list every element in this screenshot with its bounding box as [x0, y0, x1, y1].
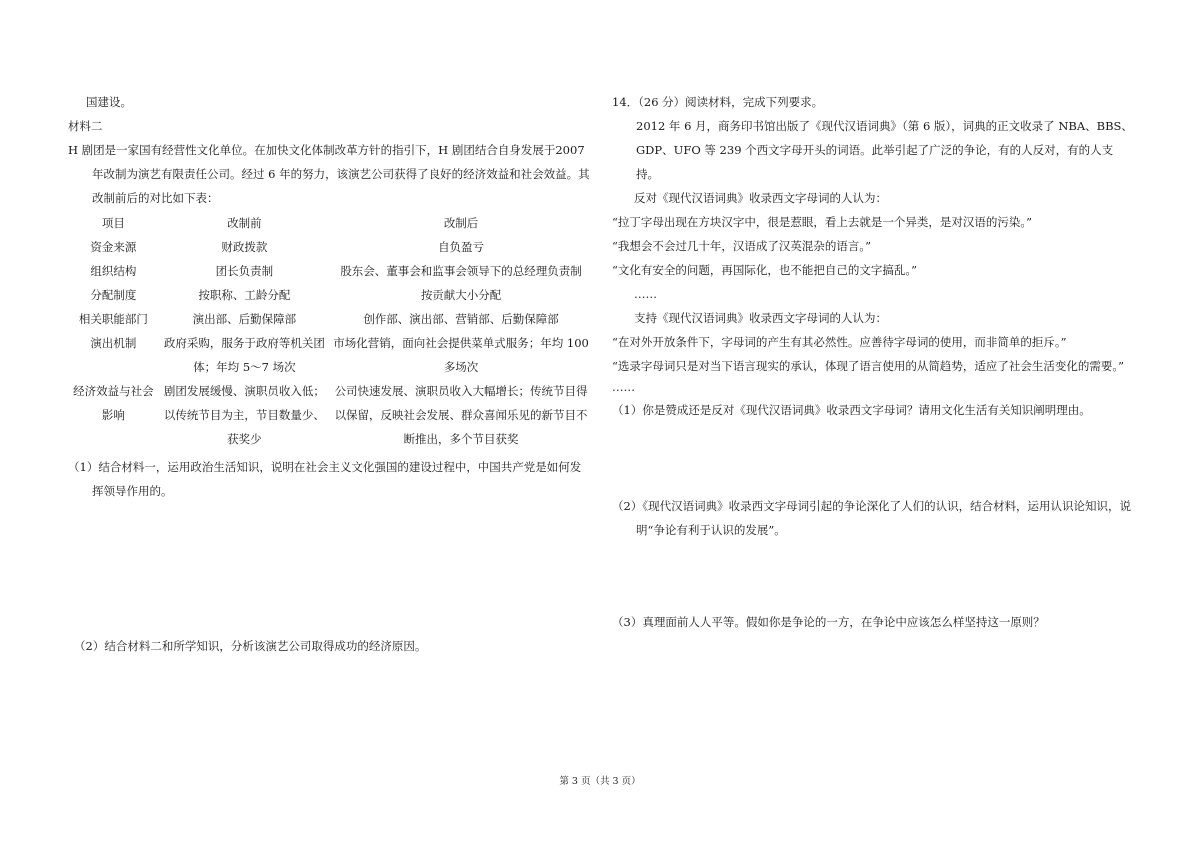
support-quote-1: “在对外开放条件下，字母词的产生有其必然性。应善待字母词的使用，而非简单的拒斥。” — [612, 335, 1067, 349]
question-3-right: （3）真理面前人人平等。假如你是争论的一方，在争论中应该怎么样坚持这一原则？ — [612, 615, 1045, 629]
table-cell: 财政拨款 — [221, 240, 268, 254]
table-cell: 按贡献大小分配 — [420, 288, 502, 302]
table-row — [68, 331, 592, 379]
material-2-intro: H 剧团是一家国有经营性文化单位。在加快文化体制改革方针的指引下，H 剧团结合自身发展于2007 年改制为演艺有限责任公司。经过 6 年的努力，该演艺公司获得了良好的经济效益和社会效益。其改制前后的对比如下表： — [68, 143, 590, 205]
table-cell: 资金来源 — [90, 240, 137, 254]
table-cell: 分配制度 — [90, 288, 137, 302]
table-row — [68, 235, 592, 259]
table-cell: 政府采购，服务于政府等机关团体；年均 5～7 场次 — [163, 336, 325, 374]
table-cell: 演出部、后勤保障部 — [192, 312, 297, 326]
ellipsis-1: …… — [634, 287, 657, 301]
oppose-quote-1: “拉丁字母出现在方块汉字中，很是惹眼，看上去就是一个异类，是对汉语的污染。” — [612, 215, 1033, 229]
support-intro: 支持《现代汉语词典》收录西文字母词的人认为： — [634, 311, 887, 325]
question-2-left: （2）结合材料二和所学知识，分析该演艺公司取得成功的经济原因。 — [74, 639, 427, 653]
question-1-left: （1）结合材料一，运用政治生活知识，说明在社会主义文化强国的建设过程中，中国共产党是如何发挥领导作用的。 — [68, 460, 582, 498]
material-paragraph — [612, 114, 1134, 186]
question-2-right: （2）《现代汉语词典》收录西文字母词引起的争论深化了人们的认识，结合材料，运用认识论知识，说明“争论有利于认识的发展”。 — [612, 499, 1132, 537]
table-cell: 团长负责制 — [215, 264, 274, 278]
ellipsis-2: …… — [612, 380, 635, 394]
right-column — [612, 90, 1134, 629]
left-column — [68, 90, 592, 653]
page-footer: 第 3 页（共 3 页） — [559, 776, 641, 787]
table-header-cell: 项目 — [101, 216, 125, 230]
oppose-intro: 反对《现代汉语词典》收录西文字母词的人认为： — [634, 191, 887, 205]
continued-line: 国建设。 — [86, 95, 132, 109]
paragraph-text: 2012 年 6 月，商务印书馆出版了《现代汉语词典》（第 6 版），词典的正文收录了 NBA、BBS、GDP、UFO 等 239 个西文字母开头的词语。此举引起了广泛的争论，有的人反对，有的人支持。 — [636, 119, 1133, 181]
table-header-cell: 改制前 — [227, 216, 262, 230]
table-header-row — [68, 211, 592, 235]
table-cell: 演出机制 — [90, 336, 137, 350]
table-cell: 相关职能部门 — [78, 312, 148, 326]
oppose-quote-2: “我想会不会过几十年，汉语成了汉英混杂的语言。” — [612, 239, 872, 253]
table-row — [68, 307, 592, 331]
table-row — [68, 379, 592, 451]
table-row — [68, 259, 592, 283]
table-cell: 股东会、董事会和监事会领导下的总经理负责制 — [340, 264, 582, 278]
table-cell: 自负盈亏 — [438, 240, 485, 254]
material-2-label: 材料二 — [68, 119, 103, 133]
table-cell: 创作部、演出部、营销部、后勤保障部 — [363, 312, 559, 326]
table-cell: 按职称、工龄分配 — [198, 288, 291, 302]
support-quote-2: “选录字母词只是对当下语言现实的承认，体现了语言使用的从简趋势，适应了社会生活变化的需要。” — [612, 359, 1125, 373]
question-1-right: （1）你是赞成还是反对《现代汉语词典》收录西文字母词？请用文化生活有关知识阐明理由。 — [612, 403, 1091, 417]
oppose-quote-3: “文化有安全的问题，再国际化，也不能把自己的文字搞乱。” — [612, 263, 918, 277]
table-cell: 市场化营销，面向社会提供菜单式服务；年均 100 多场次 — [333, 336, 589, 374]
table-cell: 剧团发展缓慢、演职员收入低；以传统节目为主，节目数量少、获奖少 — [163, 384, 325, 446]
table-cell: 组织结构 — [90, 264, 137, 278]
comparison-table — [68, 211, 592, 451]
question-14-title: 14．（26 分）阅读材料，完成下列要求。 — [612, 95, 824, 109]
table-cell: 公司快速发展、演职员收入大幅增长；传统节目得以保留，反映社会发展、群众喜闻乐见的新节目不断推出，多个节目获奖 — [334, 384, 588, 446]
table-header-cell: 改制后 — [443, 216, 479, 230]
table-row — [68, 283, 592, 307]
table-cell: 经济效益与社会影响 — [73, 384, 154, 422]
